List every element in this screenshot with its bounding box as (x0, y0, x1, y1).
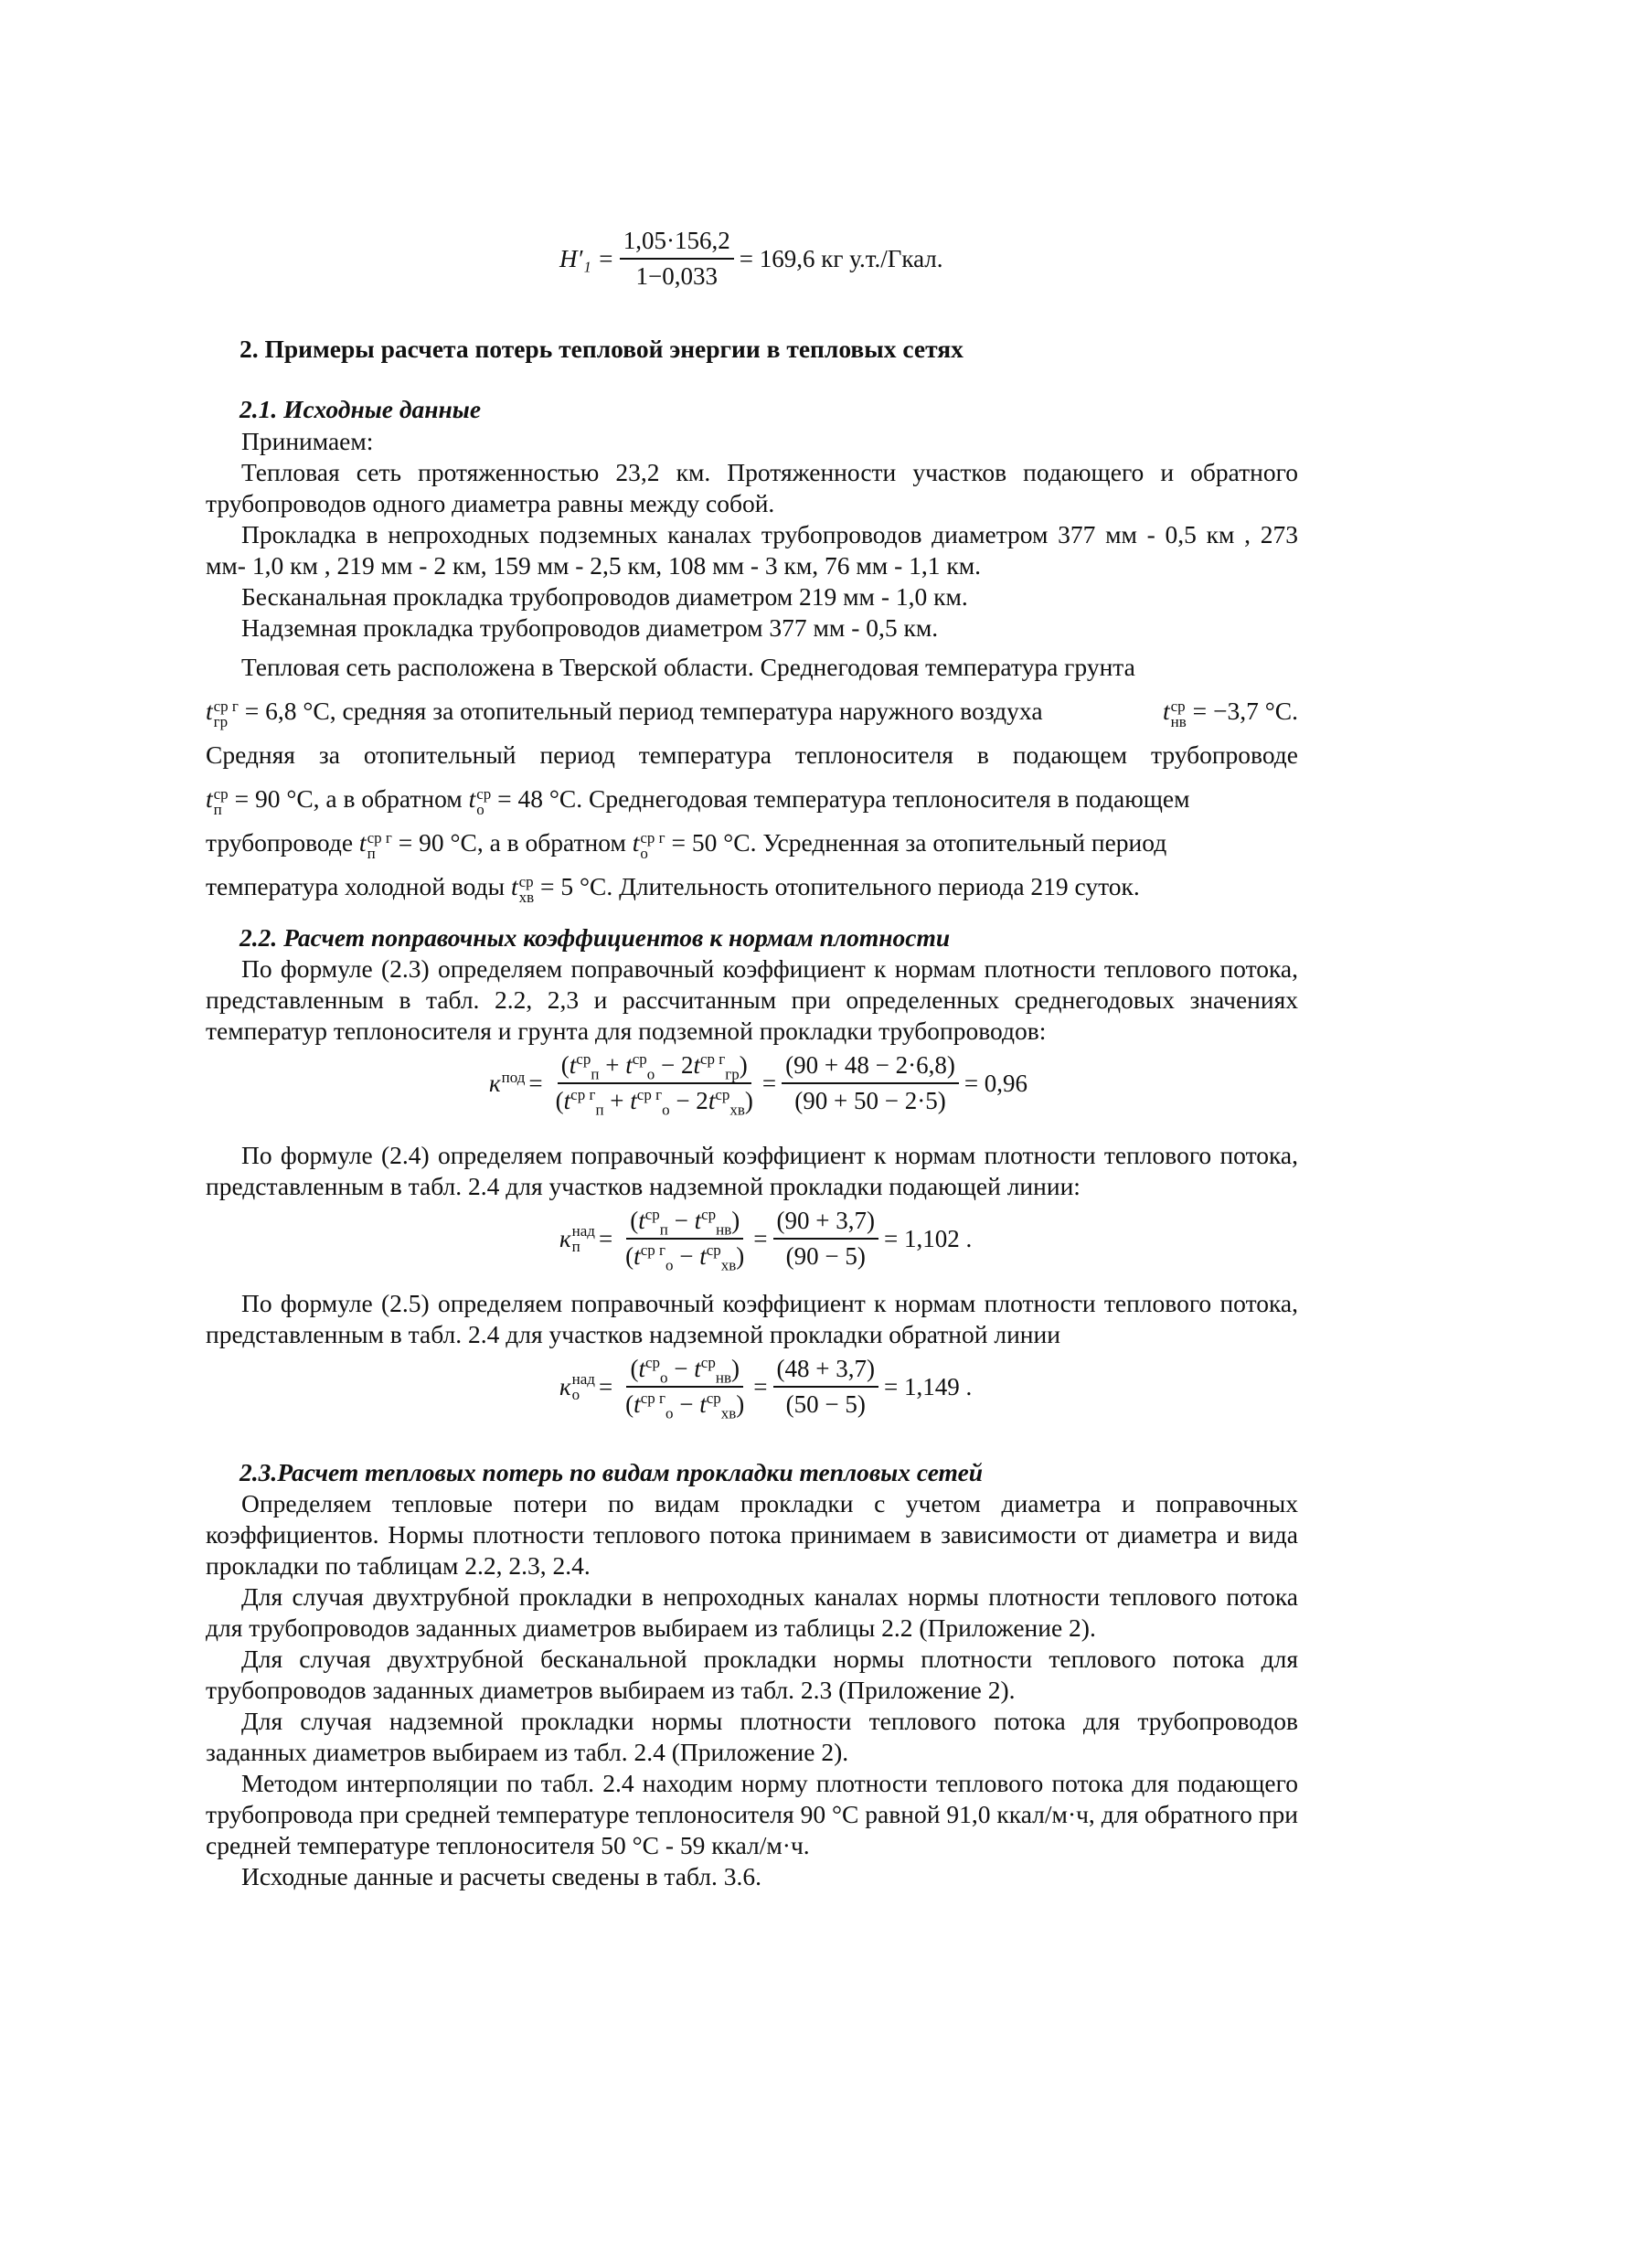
temp-line-6: температура холодной воды t ср хв = 5 °С. Длительность отопительного периода 219 суток. (206, 872, 1140, 906)
k-underground-symbolic: $\frac{(t^{ср}_п + t^{ср}_о - 2t^{ср г}_{гр})}{(t^{ср г}_п + t^{ср г}_о - 2t^{ср}_{хв})}$ (555, 1050, 753, 1119)
h1-denominator: 1−0,033 (635, 262, 718, 290)
section-2-2-paragraph-3 (206, 1288, 1298, 1350)
temp-text-j: температура холодной воды (206, 872, 506, 900)
equation-k-return: к над о = $\frac{(t^{ср}_о - t^{ср}_{нв})}{(t^{ср г}_о - t^{ср}_{хв})}$ = $\frac{(48 + 3,7)}{(50 - 5)}$ = 1,149 . (559, 1354, 973, 1422)
k-supply-result: = 1,102 . (884, 1224, 973, 1252)
summary-text: Исходные данные и расчеты сведены в табл. 3.6. (241, 1862, 762, 1890)
k-return-numeric (773, 1355, 878, 1419)
k-supply-numeric (773, 1207, 878, 1271)
k-supply-den: (90 − 5) (785, 1242, 866, 1270)
channel-laying-paragraph: Прокладка в непроходных подземных каналах трубопроводов диаметром 377 мм - 0,5 км , 273 мм- 1,0 км , 219 мм - 2 км, 159 мм - 2,5 км, 108 мм - 3 км, 76 мм - 1,1 км. (206, 520, 1298, 580)
equation-h1 (559, 227, 943, 291)
h1-lhs: H′₁ = (559, 244, 614, 272)
section-2-3-title: 2.3.Расчет тепловых потерь по видам прокладки тепловых сетей (240, 1458, 984, 1486)
h1-numerator: 1,05·156,2 (620, 227, 734, 260)
coef-supply-text: По формуле (2.4) определяем поправочный коэффициент к нормам плотности теплового потока, представленным в табл. 2.4 для участков надземной прокладки подающей линии: (206, 1141, 1298, 1200)
section-2-2-paragraph-1 (206, 953, 1298, 1047)
k-return-num: (48 + 3,7) (773, 1355, 878, 1388)
k-return-result: = 1,149 . (884, 1372, 973, 1400)
temp-text-a: Тепловая сеть расположена в Тверской области. Среднегодовая температура грунта (241, 653, 1135, 681)
section-2-title: 2. Примеры расчета потерь тепловой энергии в тепловых сетях (240, 335, 964, 363)
k-supply-symbolic: $\frac{(t^{ср}_п - t^{ср}_{нв})}{(t^{ср г}_о - t^{ср}_{хв})}$ (625, 1206, 745, 1274)
channelless-laying-paragraph: Бесканальная прокладка трубопроводов диаметром 219 мм - 1,0 км. (241, 582, 968, 611)
channel-norms-text: Для случая двухтрубной прокладки в непроходных каналах нормы плотности теплового потока для трубопроводов заданных диаметров выбираем из таблицы 2.2 (Приложение 2). (206, 1582, 1298, 1642)
k-underground-den: (90 + 50 − 2·5) (794, 1087, 946, 1114)
temp-line-5: трубопроводе t ср г п = 90 °С, а в обратном t ср г о = 50 °С. Усредненная за отопительный период (206, 828, 1167, 862)
aboveground-norms-text: Для случая надземной прокладки нормы плотности теплового потока для трубопроводов заданных диаметров выбираем из табл. 2.4 (Приложение 2). (206, 1707, 1298, 1766)
channelless-norms-text: Для случая двухтрубной бесканальной прокладки нормы плотности теплового потока для трубопроводов заданных диаметров выбираем из табл. 2.3 (Приложение 2). (206, 1645, 1298, 1704)
equation-k-supply: к над п = $\frac{(t^{ср}_п - t^{ср}_{нв})}{(t^{ср г}_о - t^{ср}_{хв})}$ = $\frac{(90 + 3,7)}{(90 - 5)}$ = 1,102 . (559, 1206, 973, 1274)
section-2-1-title: 2.1. Исходные данные (240, 395, 482, 423)
section-2-2-title: 2.2. Расчет поправочных коэффициентов к нормам плотности (240, 923, 951, 952)
k-underground-num: (90 + 48 − 2·6,8) (782, 1051, 959, 1084)
temp-line-1 (206, 645, 1298, 689)
temp-text-e: = 90 °С, а в обратном (234, 784, 463, 813)
section-2-2-paragraph-2 (206, 1140, 1298, 1202)
h1-fraction (620, 227, 734, 291)
temp-text-d: Средняя за отопительный период температура теплоносителя в подающем трубопроводе (206, 740, 1298, 769)
temperature-paragraph (206, 645, 1298, 909)
section-2-1-body (206, 426, 1298, 644)
coef-underground-text: По формуле (2.3) определяем поправочный коэффициент к нормам плотности теплового потока, представленным в табл. 2.2, 2,3 и рассчитанным при определенных среднегодовых значениях температур теплоносителя и грунта для подземной прокладки трубопроводов: (206, 954, 1298, 1045)
h1-result: = 169,6 кг у.т./Гкал. (739, 244, 943, 272)
coef-return-text: По формуле (2.5) определяем поправочный коэффициент к нормам плотности теплового потока, представленным в табл. 2.4 для участков надземной прокладки обратной линии (206, 1289, 1298, 1348)
aboveground-laying-paragraph: Надземная прокладка трубопроводов диаметром 377 мм - 0,5 км. (241, 613, 939, 642)
k-underground-result: = 0,96 (964, 1069, 1028, 1097)
k-supply-num: (90 + 3,7) (773, 1207, 878, 1240)
temp-line-3 (206, 733, 1298, 777)
temp-text-g: трубопроводе (206, 828, 354, 857)
network-length-paragraph: Тепловая сеть протяженностью 23,2 км. Протяженности участков подающего и обратного трубопроводов одного диаметра равны между собой. (206, 458, 1298, 517)
k-return-den: (50 − 5) (785, 1390, 866, 1418)
k-return-symbolic: $\frac{(t^{ср}_о - t^{ср}_{нв})}{(t^{ср г}_о - t^{ср}_{хв})}$ (625, 1354, 745, 1422)
interpolation-text: Методом интерполяции по табл. 2.4 находим норму плотности теплового потока для подающего трубопровода при средней температуре теплоносителя 90 °С равной 91,0 ккал/м·ч, для обратного при средней температуре теплоносителя 50 °С - 59 ккал/м·ч. (206, 1769, 1298, 1859)
k-underground-numeric (782, 1051, 959, 1115)
heat-loss-intro: Определяем тепловые потери по видам прокладки с учетом диаметра и поправочных коэффициентов. Нормы плотности теплового потока принимаем в зависимости от диаметра и вида прокладки по таблицам 2.2, 2.3, 2.4. (206, 1489, 1298, 1580)
temp-text-k: = 5 °С. Длительность отопительного периода 219 суток. (540, 872, 1140, 900)
equation-k-underground: к под = $\frac{(t^{ср}_п + t^{ср}_о - 2t^{ср г}_{гр})}{(t^{ср г}_п + t^{ср г}_о - 2t^{ср}_{хв})}$ = $\frac{(90 + 48 - 2\cdot 6,8)}{(90 + 50 - 2\cdot 5)}$ = 0,96 (489, 1050, 1028, 1119)
section-2-3-body (206, 1488, 1298, 1892)
intro-text: Принимаем: (241, 427, 374, 455)
temp-text-i: = 50 °С. Усредненная за отопительный период (671, 828, 1167, 857)
temp-text-h: = 90 °С, а в обратном (398, 828, 626, 857)
temp-text-f: = 48 °С. Среднегодовая температура теплоносителя в подающем (497, 784, 1190, 813)
temp-text-c: = −3,7 °С. (1192, 697, 1298, 725)
temp-line-4: t ср п = 90 °С, а в обратном t ср о = 48 °С. Среднегодовая температура теплоносителя в подающем (206, 784, 1190, 818)
temp-text-b: = 6,8 °С, средняя за отопительный период температура наружного воздуха (244, 697, 1043, 725)
temp-line-2: t ср г гр = 6,8 °С, средняя за отопительный период температура наружного воздуха t ср нв = −3,7 °С. (206, 697, 1298, 730)
